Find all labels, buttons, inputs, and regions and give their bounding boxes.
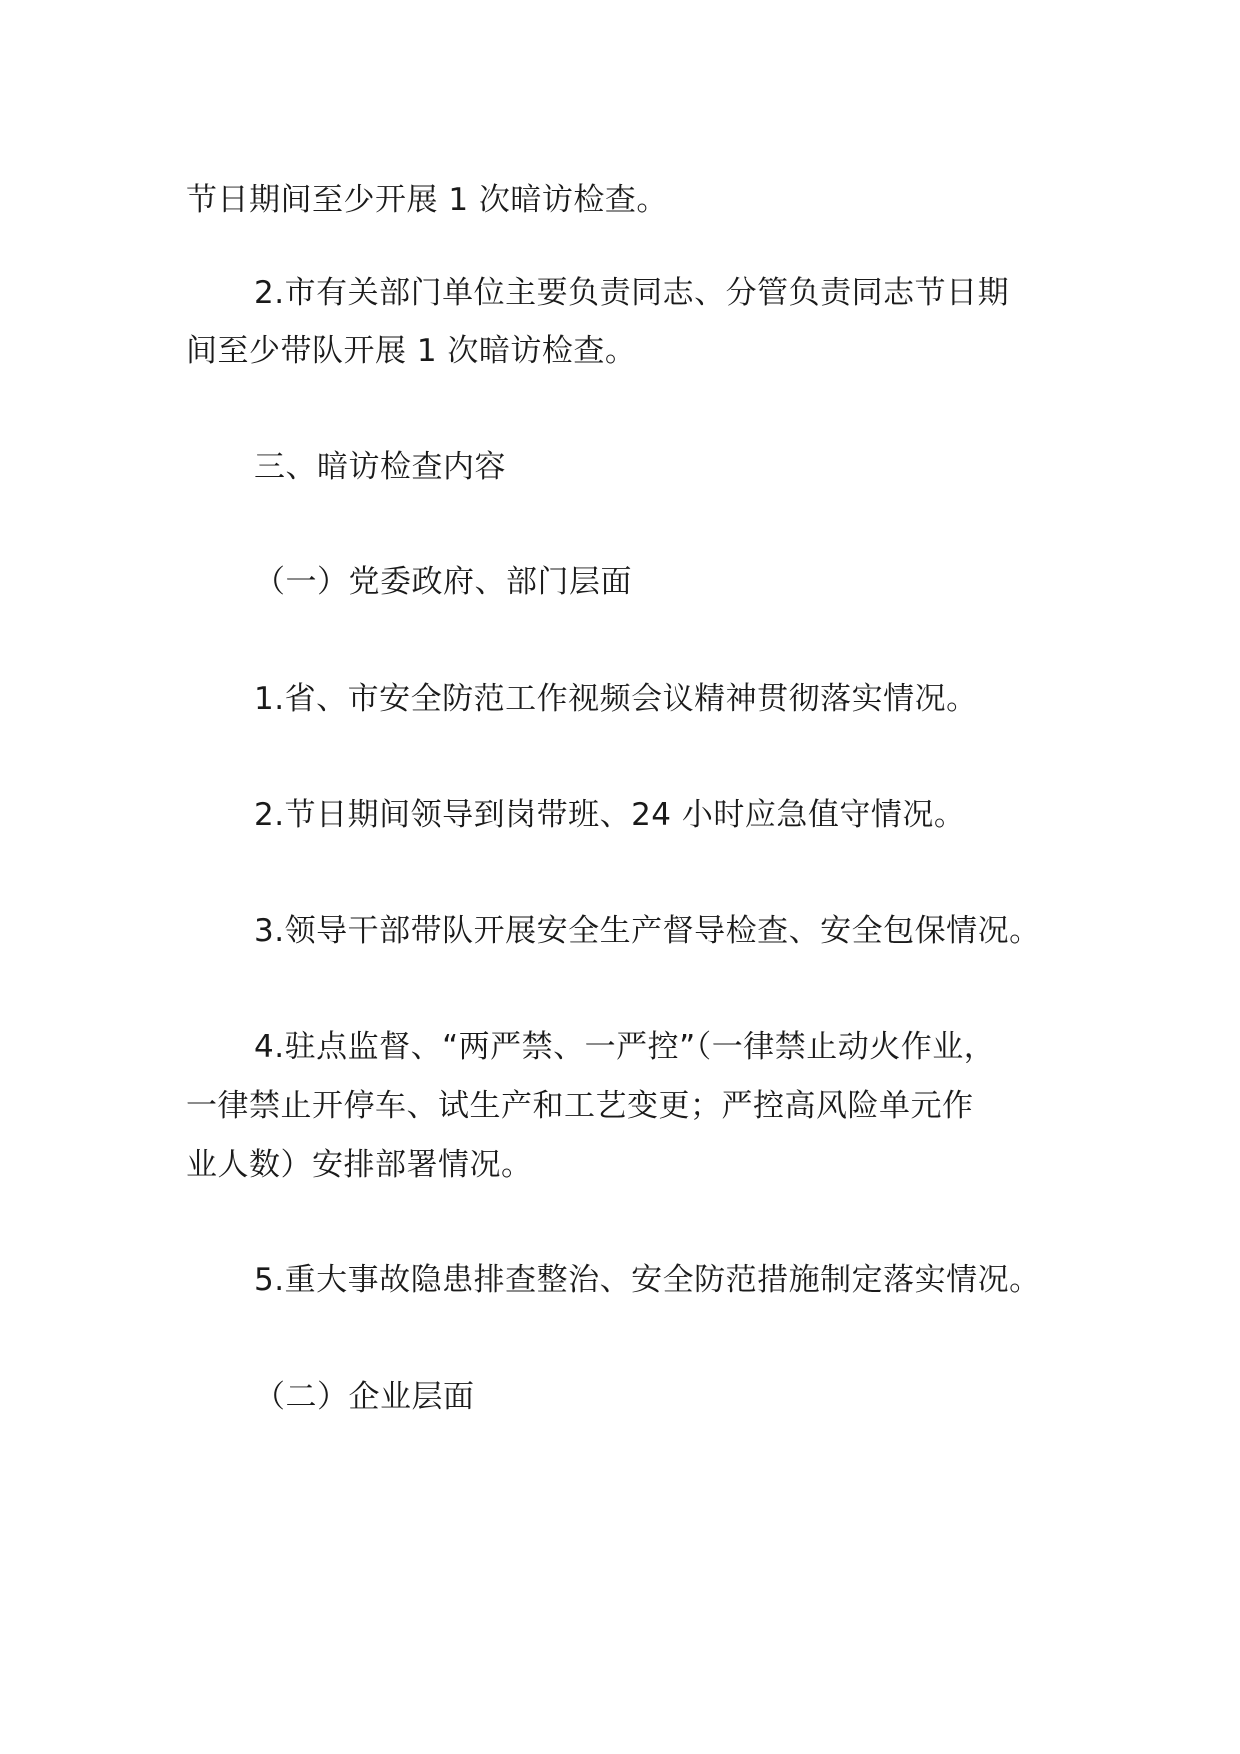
list-item-continuation: 业人数）安排部署情况。 (186, 1147, 533, 1183)
list-item: 5.重大事故隐患排查整治、安全防范措施制定落实情况。 (254, 1262, 1041, 1298)
body-text-line: 间至少带队开展 1 次暗访检查。 (186, 333, 637, 369)
body-text-line: 2.市有关部门单位主要负责同志、分管负责同志节日期 (254, 275, 1010, 311)
subsection-heading: （二）企业层面 (254, 1379, 475, 1415)
section-heading: 三、暗访检查内容 (254, 449, 506, 485)
list-item-continuation: 一律禁止开停车、试生产和工艺变更；严控高风险单元作 (186, 1088, 974, 1124)
list-item: 3.领导干部带队开展安全生产督导检查、安全包保情况。 (254, 913, 1041, 949)
list-item: 4.驻点监督、“两严禁、一严控”（一律禁止动火作业， (254, 1029, 996, 1065)
subsection-heading: （一）党委政府、部门层面 (254, 564, 632, 600)
body-text-line: 节日期间至少开展 1 次暗访检查。 (186, 182, 668, 218)
list-item: 1.省、市安全防范工作视频会议精神贯彻落实情况。 (254, 681, 978, 717)
list-item: 2.节日期间领导到岗带班、24 小时应急值守情况。 (254, 797, 966, 833)
